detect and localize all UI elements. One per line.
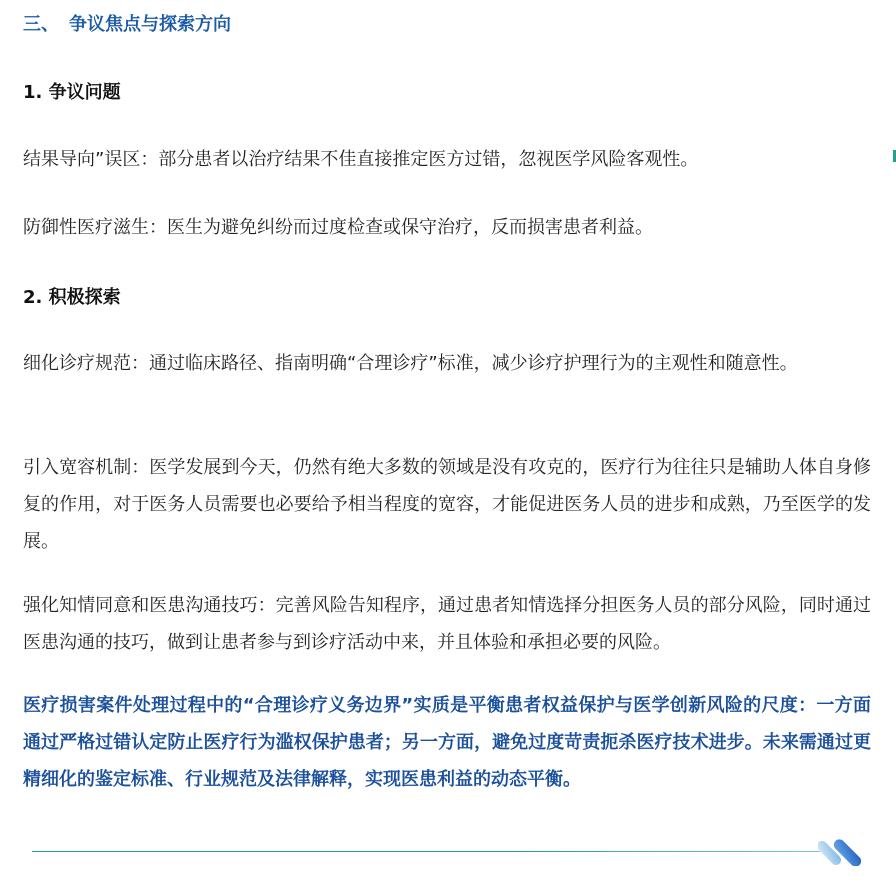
exploration-paragraph: 引入宽容机制：医学发展到今天，仍然有绝大多数的领域是没有攻克的，医疗行为往往只是辅助人体自身修复的作用，对于医务人员需要也必要给予相当程度的宽容，才能促进医务人员的进步和成熟，乃至医学的发展。 [23, 457, 871, 552]
section-title [23, 12, 231, 38]
issue-paragraph: 结果导向”误区：部分患者以治疗结果不佳直接推定医方过错，忽视医学风险客观性。 [23, 149, 699, 170]
section-title-text: 争议焦点与探索方向 [69, 14, 231, 35]
footer-decoration-icon [818, 834, 870, 866]
footer-divider [32, 851, 820, 852]
conclusion-paragraph: 医疗损害案件处理过程中的“合理诊疗义务边界”实质是平衡患者权益保护与医学创新风险的尺度：一方面通过严格过错认定防止医疗行为滥权保护患者；另一方面，避免过度苛责扼杀医疗技术进步。未来需通过更精细化的鉴定标准、行业规范及法律解释，实现医患利益的动态平衡。 [23, 695, 871, 790]
exploration-paragraph: 强化知情同意和医患沟通技巧：完善风险告知程序，通过患者知情选择分担医务人员的部分风险，同时通过医患沟通的技巧，做到让患者参与到诊疗活动中来，并且体验和承担必要的风险。 [23, 595, 871, 653]
issues-heading: 1. 争议问题 [23, 82, 121, 103]
explorations-heading: 2. 积极探索 [23, 287, 121, 308]
exploration-paragraph: 细化诊疗规范：通过临床路径、指南明确“合理诊疗”标准，减少诊疗护理行为的主观性和随意性。 [23, 353, 798, 374]
section-number: 三、 [23, 14, 59, 35]
issue-paragraph: 防御性医疗滋生：医生为避免纠纷而过度检查或保守治疗，反而损害患者利益。 [23, 217, 653, 238]
